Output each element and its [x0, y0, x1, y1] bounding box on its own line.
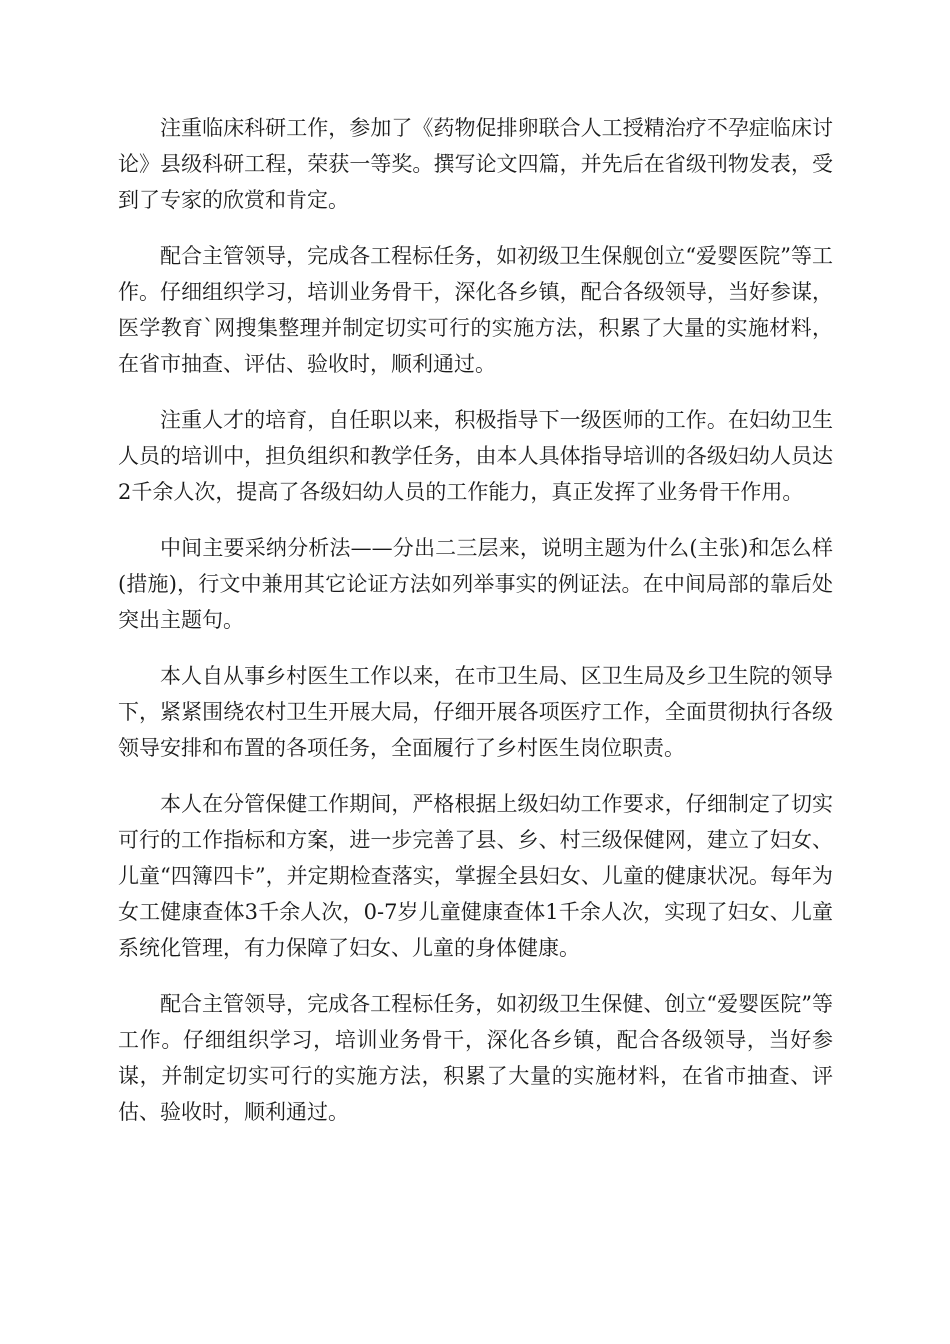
paragraph-primary-health-care: 配合主管领导，完成各工程标任务，如初级卫生保健、创立“爱婴医院”等工作。仔细组织学习，培训业务骨干，深化各乡镇，配合各级领导，当好参谋，并制定切实可行的实施方法，积累了大量的实施材料，在省市抽查、评估、验收时，顺利通过。 — [118, 992, 833, 1124]
paragraph-analysis-method: 中间主要采纳分析法——分出二三层来，说明主题为什么(主张)和怎么样(措施)，行文中兼用其它论证方法如列举事实的例证法。在中间局部的靠后处突出主题句。 — [118, 536, 833, 632]
paragraph-baby-friendly-hospital: 配合主管领导，完成各工程标任务，如初级卫生保舰创立“爱婴医院”等工作。仔细组织学习，培训业务骨干，深化各乡镇，配合各级领导，当好参谋，医学教育`网搜集整理并制定切实可行的实施方法，积累了大量的实施材料，在省市抽查、评估、验收时，顺利通过。 — [118, 244, 833, 376]
paragraph-village-doctor: 本人自从事乡村医生工作以来，在市卫生局、区卫生局及乡卫生院的领导下，紧紧围绕农村卫生开展大局，仔细开展各项医疗工作，全面贯彻执行各级领导安排和布置的各项任务，全面履行了乡村医生岗位职责。 — [118, 664, 833, 760]
paragraph-talent-training: 注重人才的培育，自任职以来，积极指导下一级医师的工作。在妇幼卫生人员的培训中，担负组织和教学任务，由本人具体指导培训的各级妇幼人员达2千余人次，提高了各级妇幼人员的工作能力，真正发挥了业务骨干作用。 — [118, 408, 833, 504]
document-body — [118, 110, 833, 1150]
paragraph-health-care-work: 本人在分管保健工作期间，严格根据上级妇幼工作要求，仔细制定了切实可行的工作指标和方案，进一步完善了县、乡、村三级保健网，建立了妇女、儿童“四簿四卡”，并定期检查落实，掌握全县妇女、儿童的健康状况。每年为女工健康查体3千余人次，0-7岁儿童健康查体1千余人次，实现了妇女、儿童系统化管理，有力保障了妇女、儿童的身体健康。 — [118, 792, 833, 960]
paragraph-clinical-research: 注重临床科研工作，参加了《药物促排卵联合人工授精治疗不孕症临床讨论》县级科研工程，荣获一等奖。撰写论文四篇，并先后在省级刊物发表，受到了专家的欣赏和肯定。 — [118, 116, 833, 212]
